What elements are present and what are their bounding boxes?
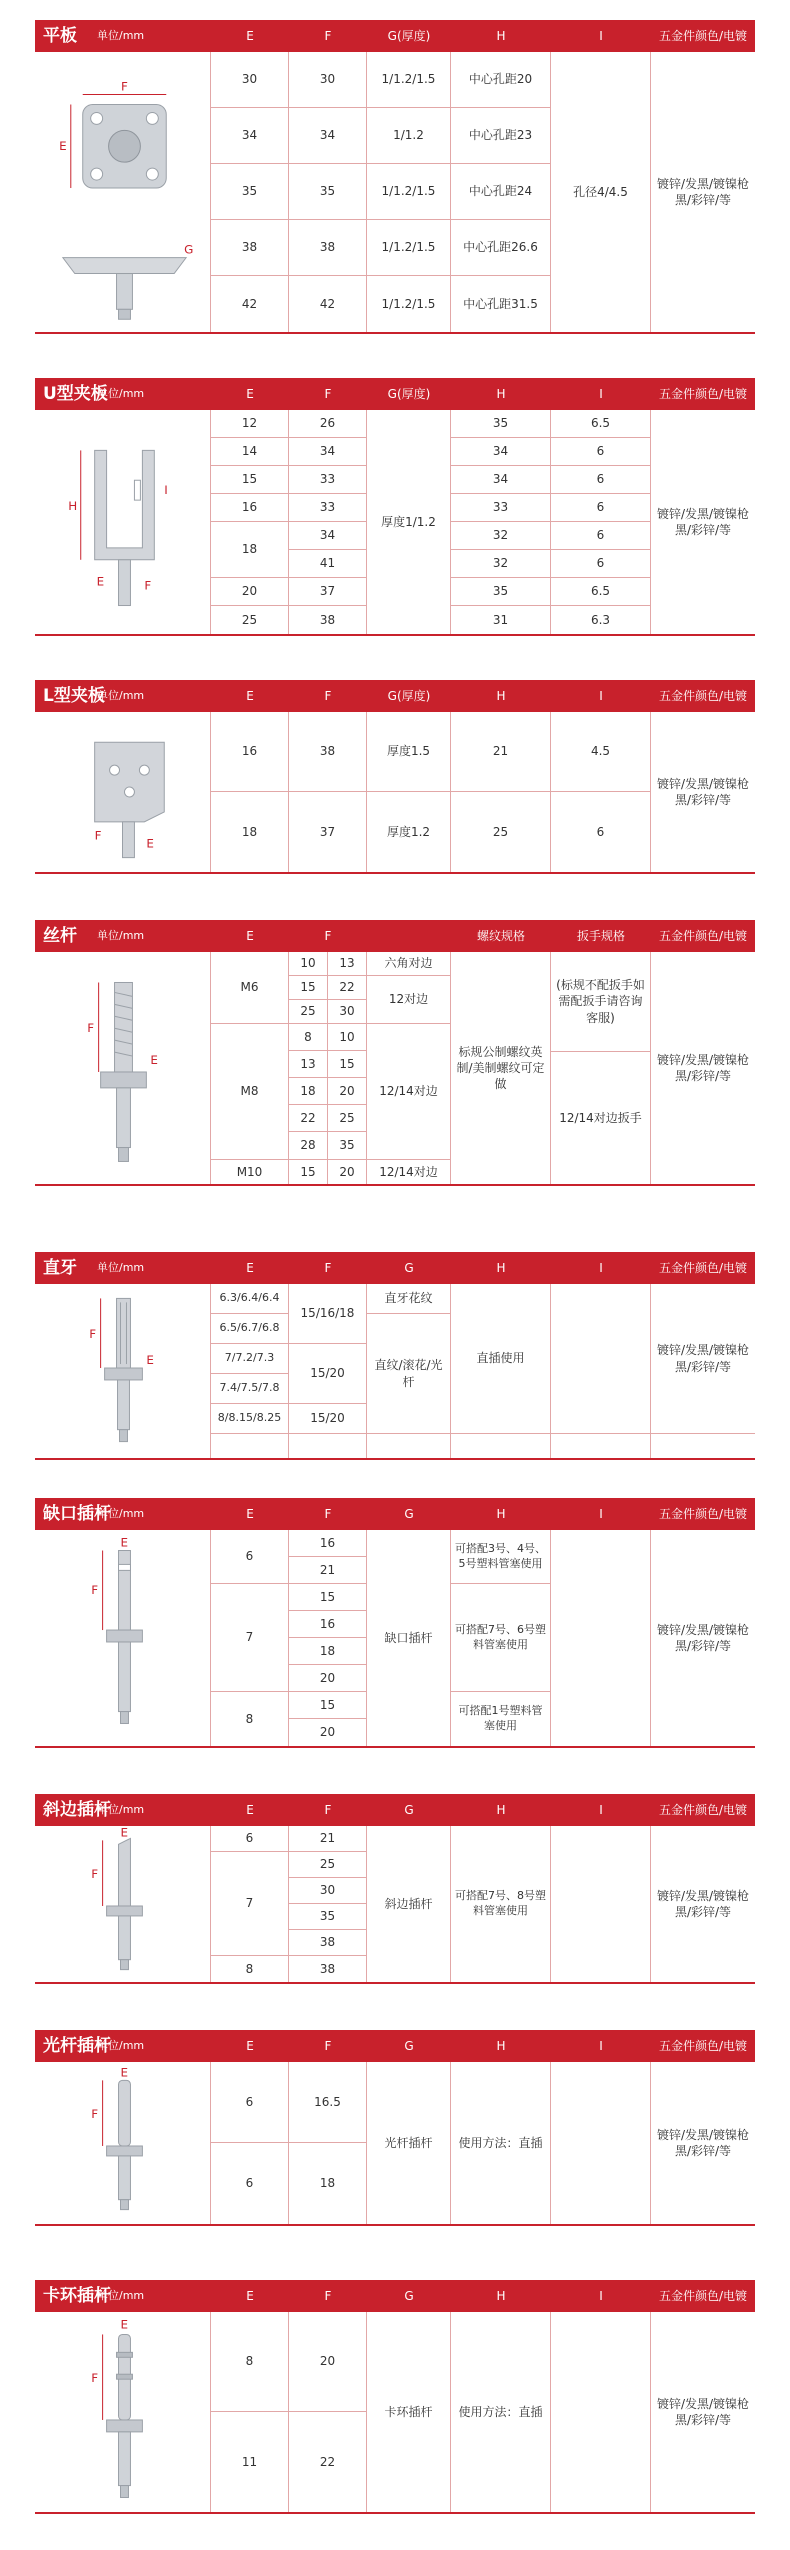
col-header-f: F <box>324 1803 332 1817</box>
col-header-f: F <box>324 1261 332 1275</box>
section-bevel <box>35 1794 755 1984</box>
label-f: F <box>91 2371 99 2386</box>
label-g: G <box>184 242 194 257</box>
cell-g: 1/1.2/1.5 <box>367 220 451 276</box>
cell-g: 厚度1.2 <box>367 792 451 872</box>
cell-f: 10 <box>289 952 328 976</box>
cell-hex: 12对边 <box>367 976 451 1024</box>
cell-i <box>551 2312 651 2512</box>
section-flat <box>35 20 755 334</box>
cell-g: 1/1.2 <box>367 108 451 164</box>
cell-h: 31 <box>451 606 551 634</box>
cell-e: 20 <box>211 578 289 606</box>
col-header-e: E <box>246 2289 254 2303</box>
label-f: F <box>91 2107 99 2122</box>
col-header-e: E <box>246 1507 254 1521</box>
col-header-e: E <box>246 1261 254 1275</box>
col-header-h: H <box>496 387 506 401</box>
cell-f: 22 <box>289 1105 328 1132</box>
cell-f: 41 <box>289 550 367 578</box>
cell-f: 15 <box>289 1692 367 1719</box>
cell-i: 4.5 <box>551 712 651 792</box>
cell-f: 34 <box>289 522 367 550</box>
cell-e: 6 <box>211 2062 289 2143</box>
cell-f: 13 <box>289 1051 328 1078</box>
cell-e: 6.5/6.7/6.8 <box>211 1314 289 1344</box>
cell-e: 18 <box>211 522 289 578</box>
col-header-i: I <box>599 29 603 43</box>
cell-g: 1/1.2/1.5 <box>367 52 451 108</box>
cell-f: 30 <box>289 52 367 108</box>
cell-i: 6 <box>551 792 651 872</box>
label-e: E <box>120 2065 129 2080</box>
cell-f: 15/20 <box>289 1344 367 1404</box>
col-header-i: I <box>599 1507 603 1521</box>
cell-f: 38 <box>289 712 367 792</box>
section-title: 光杆插杆 <box>43 2036 111 2056</box>
cell-f: 20 <box>289 2312 367 2412</box>
cell-g: 1/1.2/1.5 <box>367 276 451 332</box>
cell-f: 30 <box>289 1878 367 1904</box>
col-header-i: I <box>599 2039 603 2053</box>
cell-f: 20 <box>328 1078 367 1105</box>
cell-e: 6 <box>211 1826 289 1852</box>
l-clamp-image <box>35 712 211 872</box>
cell-h: 34 <box>451 438 551 466</box>
cell-wrench: 12/14对边扳手 <box>551 1052 651 1184</box>
cell-h: 35 <box>451 578 551 606</box>
section-title: 直牙 <box>43 1258 77 1278</box>
cell-h: 34 <box>451 466 551 494</box>
cell-e: 18 <box>211 792 289 872</box>
col-header-h: H <box>496 1261 506 1275</box>
cell-i <box>551 1826 651 1982</box>
cell-f: 38 <box>289 606 367 634</box>
col-header-g: G(厚度) <box>387 29 431 43</box>
cell-f: 18 <box>289 1638 367 1665</box>
cell-f: 15/20 <box>289 1404 367 1434</box>
col-header-g: 螺纹规格 <box>476 929 525 943</box>
cell-thread: 标规公制螺纹英制/美制螺纹可定做 <box>451 952 551 1184</box>
label-f: F <box>89 1327 97 1342</box>
col-header-g: G <box>404 2289 414 2303</box>
section-straight <box>35 1252 755 1460</box>
cell-plating: 镀锌/发黑/镀镍枪黑/彩锌/等 <box>656 1888 750 1919</box>
cell-e: 14 <box>211 438 289 466</box>
label-e: E <box>120 1535 129 1550</box>
cell-i <box>551 2062 651 2224</box>
cell-f: 15 <box>289 1584 367 1611</box>
col-header-g: G <box>404 2039 414 2053</box>
cell-h: 中心孔距31.5 <box>451 276 551 332</box>
cell-g: 直牙花纹 <box>367 1284 451 1314</box>
col-header-plating: 五金件颜色/电镀 <box>658 2039 748 2053</box>
cell-h: 35 <box>451 410 551 438</box>
cell-wrench-note: (标规不配扳手如需配扳手请咨询客服) <box>551 952 651 1052</box>
cell-f: 15 <box>289 976 328 1000</box>
section-clip <box>35 2280 755 2514</box>
cell-i: 孔径4/4.5 <box>551 52 651 332</box>
section-header <box>35 920 755 952</box>
cell-e: 7.4/7.5/7.8 <box>211 1374 289 1404</box>
cell-f: 16 <box>289 1530 367 1557</box>
cell-h: 中心孔距23 <box>451 108 551 164</box>
section-title: U型夹板 <box>43 384 108 404</box>
label-f: F <box>94 828 102 843</box>
cell-i: 6.3 <box>551 606 651 634</box>
section-screw <box>35 920 755 1186</box>
label-e: E <box>96 574 105 589</box>
cell-h: 使用方法：直插 <box>451 2062 551 2224</box>
col-header-i: I <box>599 1261 603 1275</box>
cell-f: 35 <box>289 164 367 220</box>
cell-f: 38 <box>289 1956 367 1982</box>
cell-f: 20 <box>289 1719 367 1746</box>
cell-plating: 镀锌/发黑/镀镍枪黑/彩锌/等 <box>656 506 750 537</box>
cell-f: 26 <box>289 410 367 438</box>
cell-f: 35 <box>289 1904 367 1930</box>
cell-h: 可搭配7号、8号塑料管塞使用 <box>451 1826 551 1982</box>
label-f: F <box>87 1021 95 1036</box>
col-header-h: H <box>496 1803 506 1817</box>
label-f: F <box>91 1867 99 1882</box>
section-header <box>35 680 755 712</box>
cell-e: 7 <box>211 1852 289 1956</box>
section-header <box>35 2030 755 2062</box>
unit-label: 单位/mm <box>97 1803 145 1816</box>
col-header-h: 扳手规格 <box>576 929 625 943</box>
cell-empty <box>651 1434 755 1458</box>
label-h: H <box>68 499 78 514</box>
section-title: L型夹板 <box>43 686 105 706</box>
col-header-h: H <box>496 29 506 43</box>
cell-h: 使用方法：直插 <box>451 2312 551 2512</box>
cell-f: 16.5 <box>289 2062 367 2143</box>
cell-g: 斜边插杆 <box>367 1826 451 1982</box>
col-header-h: H <box>496 2039 506 2053</box>
cell-i: 6 <box>551 438 651 466</box>
col-header-i: I <box>599 2289 603 2303</box>
cell-e: 7 <box>211 1584 289 1692</box>
col-header-i: I <box>599 1803 603 1817</box>
unit-label: 单位/mm <box>97 1261 145 1274</box>
col-header-e: E <box>246 2039 254 2053</box>
section-title: 卡环插杆 <box>43 2286 111 2306</box>
screw-image <box>35 952 211 1184</box>
cell-e: 8 <box>211 2312 289 2412</box>
cell-f: 28 <box>289 1132 328 1160</box>
cell-f: 8 <box>289 1024 328 1051</box>
cell-f: 42 <box>289 276 367 332</box>
col-header-i: I <box>599 387 603 401</box>
unit-label: 单位/mm <box>97 2039 145 2052</box>
cell-h: 中心孔距26.6 <box>451 220 551 276</box>
cell-g: 直纹/滚花/光杆 <box>367 1314 451 1434</box>
label-i: I <box>164 483 168 498</box>
cell-e: 8 <box>211 1956 289 1982</box>
unit-label: 单位/mm <box>97 1507 145 1520</box>
cell-h: 可搭配7号、6号塑料管塞使用 <box>451 1584 551 1692</box>
label-e: E <box>146 836 154 851</box>
col-header-e: E <box>246 29 254 43</box>
cell-h: 33 <box>451 494 551 522</box>
cell-f: 34 <box>289 108 367 164</box>
col-header-g: G(厚度) <box>387 387 431 401</box>
cell-e: 35 <box>211 164 289 220</box>
cell-e: M8 <box>211 1024 289 1160</box>
cell-h: 21 <box>451 712 551 792</box>
col-header-e: E <box>246 1803 254 1817</box>
cell-plating: 镀锌/发黑/镀镍枪黑/彩锌/等 <box>656 2127 750 2158</box>
cell-f: 18 <box>289 2143 367 2224</box>
cell-empty <box>289 1434 367 1458</box>
clip-pin-image <box>35 2312 211 2512</box>
cell-h: 可搭配3号、4号、5号塑料管塞使用 <box>451 1530 551 1584</box>
unit-label: 单位/mm <box>97 387 145 400</box>
cell-e: 16 <box>211 712 289 792</box>
section-header <box>35 20 755 52</box>
cell-h: 可搭配1号塑料管塞使用 <box>451 1692 551 1746</box>
label-e: E <box>150 1053 158 1068</box>
cell-g: 厚度1.5 <box>367 712 451 792</box>
label-e: E <box>120 2317 129 2332</box>
col-header-g: G <box>404 1261 414 1275</box>
cell-i: 6 <box>551 550 651 578</box>
col-header-h: H <box>496 2289 506 2303</box>
cell-i: 6 <box>551 466 651 494</box>
cell-e: 42 <box>211 276 289 332</box>
col-header-plating: 五金件颜色/电镀 <box>658 689 748 703</box>
section-l-clamp <box>35 680 755 874</box>
cell-e: 34 <box>211 108 289 164</box>
cell-f: 35 <box>328 1132 367 1160</box>
section-header <box>35 1794 755 1826</box>
cell-h: 中心孔距20 <box>451 52 551 108</box>
col-header-f: F <box>324 2289 332 2303</box>
col-header-e: E <box>246 929 254 943</box>
col-header-plating: 五金件颜色/电镀 <box>658 1261 748 1275</box>
flat-plate-image <box>35 52 211 332</box>
cell-g: 1/1.2/1.5 <box>367 164 451 220</box>
section-title: 平板 <box>43 26 77 46</box>
cell-f: 38 <box>289 1930 367 1956</box>
col-header-f: F <box>324 929 332 943</box>
smooth-pin-image <box>35 2062 211 2224</box>
unit-label: 单位/mm <box>97 2289 145 2302</box>
cell-f: 22 <box>289 2412 367 2512</box>
section-u-clamp <box>35 378 755 636</box>
bevel-pin-image <box>35 1826 211 1982</box>
cell-e: M10 <box>211 1160 289 1184</box>
cell-g: 卡环插杆 <box>367 2312 451 2512</box>
col-header-plating: 五金件颜色/电镀 <box>658 1803 748 1817</box>
cell-f: 15 <box>289 1160 328 1184</box>
cell-h: 中心孔距24 <box>451 164 551 220</box>
unit-label: 单位/mm <box>97 29 145 42</box>
cell-f: 30 <box>328 1000 367 1024</box>
cell-f: 15 <box>328 1051 367 1078</box>
col-header-g: G(厚度) <box>387 689 431 703</box>
cell-f: 37 <box>289 792 367 872</box>
cell-hex: 12/14对边 <box>367 1024 451 1160</box>
col-header-f: F <box>324 689 332 703</box>
cell-e: 6 <box>211 1530 289 1584</box>
cell-h: 25 <box>451 792 551 872</box>
col-header-h: H <box>496 689 506 703</box>
cell-empty <box>367 1434 451 1458</box>
section-title: 丝杆 <box>43 926 77 946</box>
cell-e: M6 <box>211 952 289 1024</box>
cell-plating: 镀锌/发黑/镀镍枪黑/彩锌/等 <box>656 2396 750 2427</box>
section-header <box>35 378 755 410</box>
cell-f: 25 <box>328 1105 367 1132</box>
section-header <box>35 1252 755 1284</box>
cell-f: 13 <box>328 952 367 976</box>
col-header-plating: 五金件颜色/电镀 <box>658 929 748 943</box>
cell-e: 8/8.15/8.25 <box>211 1404 289 1434</box>
col-header-plating: 五金件颜色/电镀 <box>658 387 748 401</box>
section-header <box>35 1498 755 1530</box>
label-f: F <box>121 79 128 94</box>
cell-f: 33 <box>289 466 367 494</box>
col-header-plating: 五金件颜色/电镀 <box>658 29 748 43</box>
cell-f: 25 <box>289 1852 367 1878</box>
cell-e: 30 <box>211 52 289 108</box>
col-header-f: F <box>324 1507 332 1521</box>
cell-i <box>551 1530 651 1746</box>
col-header-f: F <box>324 29 332 43</box>
col-header-g: G <box>404 1507 414 1521</box>
cell-e: 12 <box>211 410 289 438</box>
cell-plating: 镀锌/发黑/镀镍枪黑/彩锌/等 <box>656 176 750 207</box>
cell-f: 33 <box>289 494 367 522</box>
col-header-h: H <box>496 1507 506 1521</box>
col-header-e: E <box>246 387 254 401</box>
label-e: E <box>59 139 67 154</box>
cell-i <box>551 1284 651 1434</box>
cell-f: 37 <box>289 578 367 606</box>
cell-hex: 六角对边 <box>367 952 451 976</box>
cell-e: 7/7.2/7.3 <box>211 1344 289 1374</box>
cell-e: 8 <box>211 1692 289 1746</box>
cell-h: 32 <box>451 550 551 578</box>
cell-e: 25 <box>211 606 289 634</box>
cell-f: 21 <box>289 1826 367 1852</box>
cell-hex: 12/14对边 <box>367 1160 451 1184</box>
cell-f: 16 <box>289 1611 367 1638</box>
unit-label: 单位/mm <box>97 929 145 942</box>
cell-i: 6 <box>551 494 651 522</box>
cell-e: 38 <box>211 220 289 276</box>
cell-f: 25 <box>289 1000 328 1024</box>
cell-h: 32 <box>451 522 551 550</box>
col-header-i: I <box>599 689 603 703</box>
cell-f: 38 <box>289 220 367 276</box>
cell-i: 6 <box>551 522 651 550</box>
cell-f: 18 <box>289 1078 328 1105</box>
cell-f: 22 <box>328 976 367 1000</box>
cell-g: 厚度1/1.2 <box>367 410 451 634</box>
col-header-f: F <box>324 2039 332 2053</box>
section-title: 缺口插杆 <box>43 1504 111 1524</box>
cell-f: 21 <box>289 1557 367 1584</box>
cell-plating: 镀锌/发黑/镀镍枪黑/彩锌/等 <box>656 776 750 807</box>
label-e: E <box>120 1826 129 1840</box>
cell-i: 6.5 <box>551 410 651 438</box>
section-title: 斜边插杆 <box>43 1800 111 1820</box>
label-f: F <box>144 578 152 593</box>
label-f: F <box>91 1583 99 1598</box>
col-header-f: F <box>324 387 332 401</box>
cell-f: 20 <box>328 1160 367 1184</box>
cell-i: 6.5 <box>551 578 651 606</box>
cell-g: 光杆插杆 <box>367 2062 451 2224</box>
cell-e: 6.3/6.4/6.4 <box>211 1284 289 1314</box>
cell-e: 16 <box>211 494 289 522</box>
cell-empty <box>211 1434 289 1458</box>
cell-e: 15 <box>211 466 289 494</box>
label-e: E <box>146 1353 154 1368</box>
cell-e: 6 <box>211 2143 289 2224</box>
cell-plating: 镀锌/发黑/镀镍枪黑/彩锌/等 <box>656 1622 750 1653</box>
col-header-plating: 五金件颜色/电镀 <box>658 1507 748 1521</box>
cell-e: 11 <box>211 2412 289 2512</box>
u-clamp-image <box>35 410 211 634</box>
section-notch <box>35 1498 755 1748</box>
col-header-g: G <box>404 1803 414 1817</box>
cell-plating: 镀锌/发黑/镀镍枪黑/彩锌/等 <box>656 1052 750 1083</box>
col-header-plating: 五金件颜色/电镀 <box>658 2289 748 2303</box>
col-header-e: E <box>246 689 254 703</box>
section-header <box>35 2280 755 2312</box>
cell-g: 缺口插杆 <box>367 1530 451 1746</box>
cell-h: 直插使用 <box>451 1284 551 1434</box>
cell-plating: 镀锌/发黑/镀镍枪黑/彩锌/等 <box>651 1284 755 1434</box>
cell-f: 15/16/18 <box>289 1284 367 1344</box>
cell-empty <box>451 1434 551 1458</box>
section-smooth <box>35 2030 755 2226</box>
cell-f: 20 <box>289 1665 367 1692</box>
cell-f: 34 <box>289 438 367 466</box>
cell-f: 10 <box>328 1024 367 1051</box>
unit-label: 单位/mm <box>97 689 145 702</box>
straight-pin-image <box>35 1284 211 1458</box>
cell-empty <box>551 1434 651 1458</box>
notch-pin-image <box>35 1530 211 1746</box>
